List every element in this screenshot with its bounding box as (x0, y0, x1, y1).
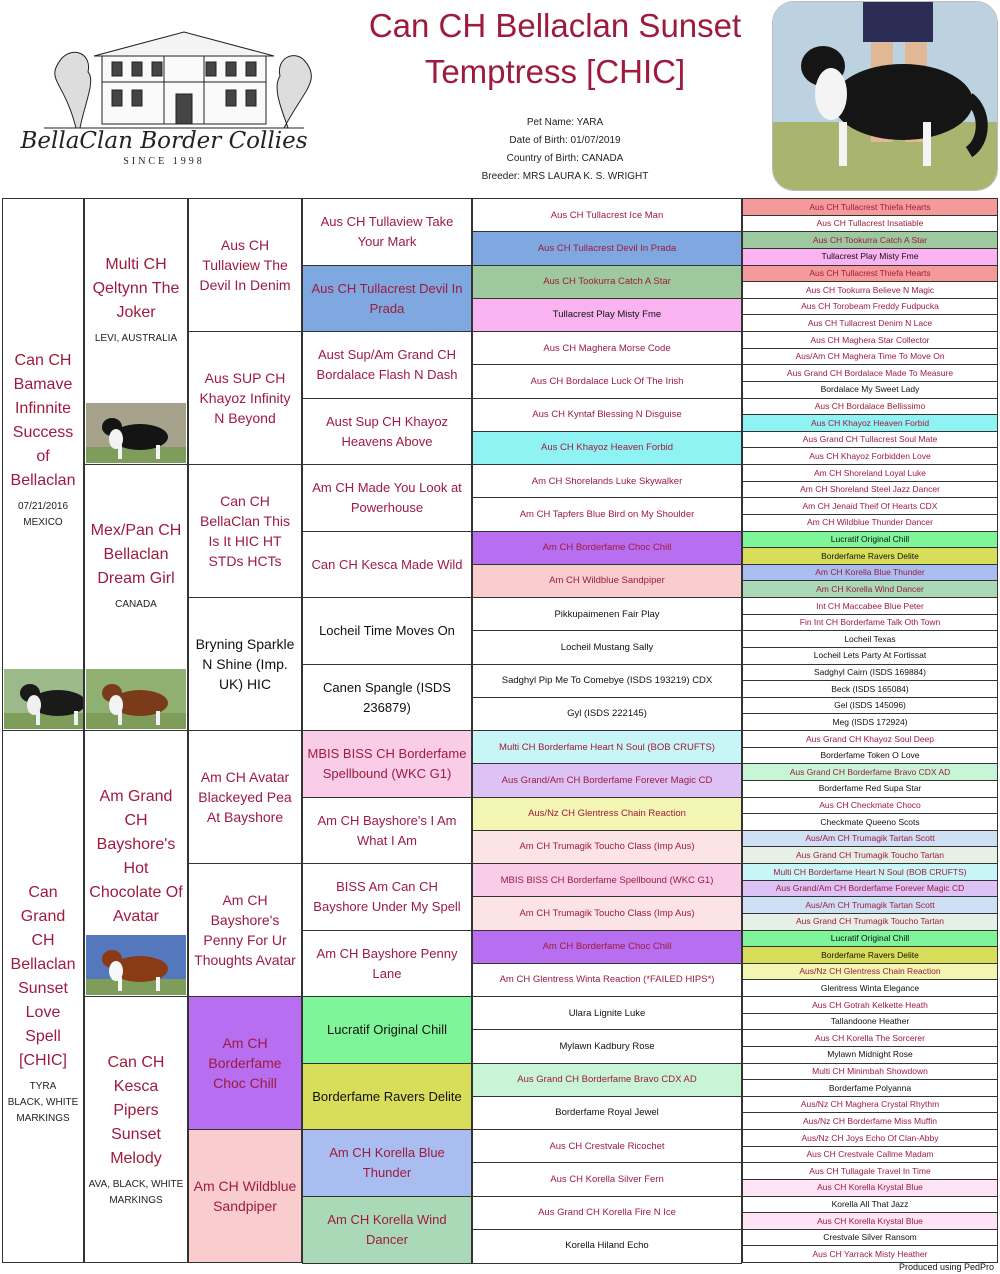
ancestor-name: MBIS BISS CH Borderfame Spellbound (WKC G1) (500, 874, 714, 886)
g4-ancestor-cell (302, 664, 472, 732)
g6-ancestor-cell (742, 1063, 998, 1081)
g6-ancestor-cell (742, 680, 998, 698)
ancestor-name: Am CH Borderfame Choc Chill (542, 542, 672, 553)
bellaclan-logo (4, 10, 324, 170)
g6-ancestor-cell (742, 447, 998, 465)
g5-ancestor-cell (472, 298, 742, 333)
g5-ancestor-cell (472, 630, 742, 665)
ancestor-name: Aus CH Yarrack Misty Heather (812, 1248, 928, 1259)
produced-by-footer: Produced using PedPro (898, 1262, 994, 1272)
ancestor-name: Aus Grand CH Trumagik Toucho Tartan (795, 849, 945, 860)
g6-ancestor-cell (742, 996, 998, 1014)
g6-ancestor-cell (742, 713, 998, 731)
g6-ancestor-cell (742, 1146, 998, 1164)
ancestor-name: Can CH Bamave Infinnite Success of Bellaclan (10, 352, 76, 489)
ancestor-name: BISS Am Can CH Bayshore Under My Spell (313, 879, 461, 914)
ancestor-name: Aus/Am CH Maghera Time To Move On (795, 351, 945, 362)
logo-since: SINCE 1998 (123, 156, 205, 167)
ancestor-name: Aus CH Tullacrest Devil In Prada (537, 242, 677, 254)
tricolor-border-collie-photo (4, 669, 84, 729)
ancestor-name: Lucratif Original Chill (830, 534, 910, 544)
date-of-birth: Date of Birth: 01/07/2019 (509, 135, 621, 146)
pedigree-chart (0, 198, 1000, 1262)
g6-ancestor-cell (742, 597, 998, 615)
ancestor-name: Borderfame Royal Jewel (555, 1107, 659, 1119)
ancestor-name: Aus CH Khayoz Heaven Forbid (540, 442, 673, 454)
ancestor-name: Aus Grand CH Tullacrest Soul Mate (802, 434, 938, 445)
ancestor-name: Am CH Glentress Winta Reaction (*FAILED HIPS*) (499, 974, 715, 986)
ancestor-name: Borderfame Ravers Delite (312, 1088, 462, 1104)
g6-ancestor-cell (742, 1162, 998, 1180)
ancestor-name: Korella Hiland Echo (565, 1240, 649, 1252)
ancestor-name: Am CH Bayshore's I Am What I Am (317, 812, 457, 848)
ancestor-name: Fin Int CH Borderfame Talk Oth Town (799, 617, 941, 628)
g6-ancestor-cell (742, 896, 998, 914)
ancestor-name: Tallandoone Heather (830, 1016, 910, 1027)
g6-ancestor-cell (742, 813, 998, 831)
ancestor-name: Aus CH Korella The Sorcerer (815, 1032, 925, 1043)
black-white-collie-photo (86, 403, 186, 463)
ancestor-detail-line: LEVI, AUSTRALIA (94, 333, 178, 344)
g6-ancestor-cell (742, 1196, 998, 1214)
ancestor-name: Am CH Shoreland Loyal Luke (814, 467, 926, 478)
ancestor-name: Am CH Korella Blue Thunder (329, 1145, 445, 1180)
g6-ancestor-cell (742, 697, 998, 715)
g6-ancestor-cell (742, 1096, 998, 1114)
g6-ancestor-cell (742, 1229, 998, 1247)
g4-ancestor-cell (302, 1129, 472, 1197)
pet-name: Pet Name: YARA (526, 117, 604, 128)
ancestor-name: Aus SUP CH Khayoz Infinity N Beyond (199, 370, 291, 426)
g5-ancestor-cell (472, 1229, 742, 1264)
title-line-2: Temptress [CHIC] (424, 53, 686, 90)
g6-ancestor-cell (742, 564, 998, 582)
g5-ancestor-cell (472, 664, 742, 699)
ancestor-name: Am Grand CH Bayshore's Hot Chocolate Of Avatar (89, 788, 183, 925)
g6-ancestor-cell (742, 880, 998, 898)
ancestor-name: Aus CH Bordalace Bellissimo (814, 401, 926, 411)
ancestor-details (92, 331, 180, 347)
ancestor-name: Aus CH Tookurra Catch A Star (812, 234, 928, 245)
g5-ancestor-cell (472, 531, 742, 566)
ancestor-details (15, 499, 71, 531)
g3-ancestor-cell (188, 198, 302, 332)
g4-ancestor-cell (302, 730, 472, 798)
g6-ancestor-cell (742, 1013, 998, 1031)
ancestor-detail-line: MARKINGS (109, 1195, 163, 1206)
ancestor-name: Can Grand CH Bellaclan Sunset Love Spell [CHIC] (10, 884, 76, 1069)
ancestor-detail-line: 07/21/2016 (17, 501, 69, 512)
ancestor-name: Aus Grand CH Trumagik Toucho Tartan (795, 916, 945, 927)
ancestor-name: Aus CH Gotrah Kelkette Heath (812, 999, 928, 1010)
ancestor-name: Aus CH Kyntaf Blessing N Disguise (532, 409, 682, 420)
ancestor-name: Aus CH Tullaview The Devil In Denim (199, 237, 291, 293)
g6-ancestor-cell (742, 913, 998, 931)
ancestor-name: Aus CH Korella Krystal Blue (817, 1182, 923, 1193)
ancestor-name: Aust Sup CH Khayoz Heavens Above (325, 413, 449, 449)
ancestor-name: Sadghyl Cairn (ISDS 169884) (814, 667, 926, 677)
g6-ancestor-cell (742, 580, 998, 598)
g5-ancestor-cell (472, 830, 742, 865)
ancestor-details (112, 597, 160, 613)
g5-ancestor-cell (472, 198, 742, 233)
ancestor-name: Am CH Korella Wind Dancer (816, 583, 924, 594)
g6-ancestor-cell (742, 398, 998, 416)
ancestor-name: Aus/Nz CH Glentress Chain Reaction (799, 966, 941, 977)
ancestor-name: Aus CH Tullagale Travel In Time (809, 1165, 931, 1176)
ancestor-name: Checkmate Queeno Scots (820, 816, 920, 827)
g6-ancestor-cell (742, 381, 998, 399)
g5-ancestor-cell (472, 697, 742, 732)
g5-ancestor-cell (472, 863, 742, 898)
g3-ancestor-cell (188, 331, 302, 465)
ancestor-name: Aus CH Crestvale Callme Madam (806, 1149, 934, 1160)
g5-ancestor-cell (472, 1063, 742, 1098)
page-header (0, 0, 1000, 198)
g6-ancestor-cell (742, 763, 998, 781)
ancestor-name: Aus Grand/Am CH Borderfame Forever Magic CD (501, 774, 713, 786)
g5-ancestor-cell (472, 963, 742, 998)
g6-ancestor-cell (742, 248, 998, 266)
ancestor-name: Aus/Nz CH Borderfame Miss Muffin (803, 1115, 937, 1126)
ancestor-name: Borderfame Polyanna (828, 1082, 912, 1093)
ancestor-name: Aus CH Crestvale Ricochet (549, 1140, 665, 1152)
ancestor-name: Am CH Bayshore's Penny For Ur Thoughts Avatar (194, 892, 296, 968)
g4-ancestor-cell (302, 464, 472, 532)
g3-ancestor-cell (188, 597, 302, 731)
g5-ancestor-cell (472, 1129, 742, 1164)
g3-ancestor-cell (188, 730, 302, 864)
ancestor-name: Mylawn Kadbury Rose (559, 1040, 655, 1052)
ancestor-name: Am CH Trumagik Toucho Class (Imp Aus) (519, 907, 695, 919)
g6-ancestor-cell (742, 348, 998, 366)
ancestor-name: Int CH Maccabee Blue Peter (816, 600, 924, 611)
g2-ancestor-cell (84, 730, 188, 997)
ancestor-name: Am CH Made You Look at Powerhouse (312, 480, 462, 515)
g5-ancestor-cell (472, 497, 742, 532)
g4-ancestor-cell (302, 531, 472, 599)
ancestor-name: Aus/Nz CH Maghera Crystal Rhythm (800, 1099, 940, 1110)
g4-ancestor-cell (302, 996, 472, 1064)
g5-ancestor-cell (472, 797, 742, 832)
ancestor-name: Aus/Nz CH Glentress Chain Reaction (528, 808, 686, 819)
ancestor-name: Lucratif Original Chill (327, 1022, 447, 1037)
dog-info (380, 114, 750, 186)
g6-ancestor-cell (742, 531, 998, 549)
g6-ancestor-cell (742, 481, 998, 499)
ancestor-name: Pikkupaimenen Fair Play (554, 608, 660, 620)
ancestor-detail-line: MEXICO (23, 517, 63, 528)
ancestor-name: Aus CH Tullacrest Thiefa Hearts (809, 201, 931, 212)
ancestor-details (5, 1079, 82, 1127)
g6-ancestor-cell (742, 979, 998, 997)
g6-ancestor-cell (742, 1129, 998, 1147)
dog-main-photo (772, 1, 998, 191)
ancestor-name: MBIS BISS CH Borderfame Spellbound (WKC G1) (307, 746, 467, 781)
ancestor-name: Aus CH Maghera Star Collector (810, 334, 930, 345)
g5-ancestor-cell (472, 730, 742, 765)
ancestor-name: Aus CH Checkmate Choco (819, 800, 921, 810)
g3-ancestor-cell (188, 1129, 302, 1263)
ancestor-name: Tullacrest Play Misty Fme (552, 309, 662, 321)
ancestor-name: Aus CH Tullacrest Ice Man (550, 209, 664, 221)
g6-ancestor-cell (742, 431, 998, 449)
g5-ancestor-cell (472, 1196, 742, 1231)
g4-ancestor-cell (302, 265, 472, 333)
ancestor-name: Am CH Wildblue Sandpiper (549, 575, 665, 587)
ancestor-name: Beck (ISDS 165084) (831, 683, 909, 694)
ancestor-name: Multi CH Qeltynn The Joker (92, 256, 180, 321)
g4-ancestor-cell (302, 797, 472, 865)
g2-ancestor-cell (84, 996, 188, 1263)
ancestor-name: Aus Grand CH Khayoz Soul Deep (805, 733, 935, 744)
ancestor-name: Aus CH Khayoz Forbidden Love (809, 450, 931, 461)
g6-ancestor-cell (742, 547, 998, 565)
g6-ancestor-cell (742, 963, 998, 981)
ancestor-name: Aus CH Tookurra Believe N Magic (805, 284, 935, 295)
g4-ancestor-cell (302, 1196, 472, 1264)
red-merle-collie-photo (86, 669, 186, 729)
g5-ancestor-cell (472, 331, 742, 366)
ancestor-name: Multi CH Borderfame Heart N Soul (BOB CRUFTS) (499, 741, 715, 753)
ancestor-name: Tullacrest Play Misty Fme (821, 251, 919, 262)
ancestor-name: Am CH Bayshore Penny Lane (316, 945, 458, 981)
ancestor-name: Aus CH Korella Silver Fern (550, 1173, 664, 1185)
g5-ancestor-cell (472, 464, 742, 499)
g6-ancestor-cell (742, 730, 998, 748)
ancestor-name: Meg (ISDS 172924) (832, 716, 908, 727)
title-line-1: Can CH Bellaclan Sunset (368, 7, 742, 44)
ancestor-detail-line: MARKINGS (16, 1113, 70, 1124)
ancestor-name: Sadghyl Pip Me To Comebye (ISDS 193219) CDX (501, 675, 713, 686)
ancestor-name: Am CH Borderfame Choc Chill (208, 1035, 282, 1091)
g6-ancestor-cell (742, 281, 998, 299)
ancestor-name: Gyl (ISDS 222145) (567, 708, 647, 720)
g6-ancestor-cell (742, 1179, 998, 1197)
ancestor-name: Glentress Winta Elegance (820, 982, 920, 993)
ancestor-name: Multi CH Borderfame Heart N Soul (BOB CRUFTS) (773, 866, 967, 877)
ancestor-name: Am CH Wildblue Thunder Dancer (807, 517, 933, 528)
g6-ancestor-cell (742, 298, 998, 316)
page-title (330, 4, 780, 94)
ancestor-name: Borderfame Ravers Delite (821, 949, 919, 960)
g5-ancestor-cell (472, 896, 742, 931)
g3-ancestor-cell (188, 996, 302, 1130)
g6-ancestor-cell (742, 497, 998, 515)
ancestor-name: Korella All That Jazz (831, 1199, 909, 1209)
ancestor-name: Bordalace My Sweet Lady (820, 384, 920, 395)
ancestor-name: Aus/Nz CH Joys Echo Of Clan-Abby (801, 1132, 939, 1143)
ancestor-name: Aus CH Khayoz Heaven Forbid (810, 417, 930, 428)
ancestor-name: Mylawn Midnight Rose (827, 1049, 913, 1060)
ancestor-name: Aus CH Tookurra Catch A Star (543, 276, 671, 287)
ancestor-name: Aus CH Tullacrest Denim N Lace (807, 317, 933, 328)
ancestor-name: Locheil Time Moves On (319, 623, 455, 638)
g6-ancestor-cell (742, 664, 998, 682)
g3-ancestor-cell (188, 863, 302, 997)
g5-ancestor-cell (472, 1162, 742, 1197)
g6-ancestor-cell (742, 1245, 998, 1263)
ancestor-name: Am CH Trumagik Toucho Class (Imp Aus) (519, 841, 695, 853)
ancestor-name: Aus Grand CH Bordalace Made To Measure (786, 367, 954, 378)
ancestor-name: Locheil Lets Party At Fortissat (813, 650, 927, 661)
ancestor-name: Am CH Korella Wind Dancer (327, 1211, 447, 1247)
ancestor-detail-line: AVA, BLACK, WHITE (88, 1179, 184, 1190)
g4-ancestor-cell (302, 863, 472, 931)
ancestor-name: Aus CH Tullacrest Devil In Prada (311, 280, 463, 316)
g1-ancestor-cell (2, 198, 84, 731)
ancestor-name: Bryning Sparkle N Shine (Imp. UK) HIC (195, 636, 295, 692)
g6-ancestor-cell (742, 946, 998, 964)
g6-ancestor-cell (742, 1079, 998, 1097)
g5-ancestor-cell (472, 930, 742, 965)
g6-ancestor-cell (742, 1029, 998, 1047)
ancestor-name: Multi CH Minimbah Showdown (812, 1066, 928, 1076)
ancestor-name: Am CH Shoreland Steel Jazz Dancer (800, 484, 940, 495)
g5-ancestor-cell (472, 364, 742, 399)
ancestor-name: Aust Sup/Am Grand CH Bordalace Flash N Dash (316, 347, 458, 382)
ancestor-name: Aus Grand CH Borderfame Bravo CDX AD (789, 766, 951, 777)
g6-ancestor-cell (742, 1112, 998, 1130)
ancestor-detail-line: TYRA (29, 1081, 57, 1092)
g6-ancestor-cell (742, 364, 998, 382)
g5-ancestor-cell (472, 564, 742, 599)
logo-wordmark: BellaClan Border Collies (20, 128, 308, 154)
ancestor-name: Locheil Texas (844, 633, 896, 644)
g5-ancestor-cell (472, 398, 742, 433)
g6-ancestor-cell (742, 630, 998, 648)
g6-ancestor-cell (742, 747, 998, 765)
ancestor-name: Am CH Korella Blue Thunder (815, 567, 925, 578)
g5-ancestor-cell (472, 231, 742, 266)
g6-ancestor-cell (742, 464, 998, 482)
g6-ancestor-cell (742, 614, 998, 632)
g6-ancestor-cell (742, 215, 998, 233)
g6-ancestor-cell (742, 198, 998, 216)
g5-ancestor-cell (472, 996, 742, 1031)
ancestor-name: Am CH Avatar Blackeyed Pea At Bayshore (198, 769, 292, 825)
g6-ancestor-cell (742, 830, 998, 848)
ancestor-name: Aus CH Bordalace Luck Of The Irish (530, 375, 684, 387)
g4-ancestor-cell (302, 198, 472, 266)
country-of-birth: Country of Birth: CANADA (506, 153, 624, 164)
ancestor-name: Can CH Kesca Pipers Sunset Melody (107, 1054, 165, 1167)
ancestor-name: Aus Grand CH Korella Fire N Ice (538, 1207, 676, 1218)
g5-ancestor-cell (472, 431, 742, 466)
ancestor-name: Am CH Borderfame Choc Chill (542, 941, 672, 952)
ancestor-name: Lucratif Original Chill (830, 933, 910, 943)
g6-ancestor-cell (742, 265, 998, 283)
g5-ancestor-cell (472, 1096, 742, 1131)
ancestor-name: Aus Grand CH Borderfame Bravo CDX AD (517, 1074, 697, 1085)
g6-ancestor-cell (742, 647, 998, 665)
ancestor-name: Borderfame Ravers Delite (821, 550, 919, 561)
ancestor-name: Am CH Tapfers Blue Bird on My Shoulder (519, 508, 695, 520)
g6-ancestor-cell (742, 797, 998, 815)
g2-ancestor-cell (84, 464, 188, 731)
g6-ancestor-cell (742, 780, 998, 798)
ancestor-name: Aus CH Tullacrest Insatiable (816, 218, 924, 229)
g5-ancestor-cell (472, 265, 742, 300)
g4-ancestor-cell (302, 331, 472, 399)
g5-ancestor-cell (472, 597, 742, 632)
ancestor-name: Can CH Kesca Made Wild (311, 556, 463, 572)
ancestor-name: Borderfame Red Supa Star (818, 783, 922, 794)
ancestor-name: Aus CH Korella Krystal Blue (817, 1215, 923, 1226)
ancestor-name: Aus CH Tullacrest Thiefa Hearts (809, 268, 931, 278)
ancestor-name: Mex/Pan CH Bellaclan Dream Girl (90, 522, 182, 587)
g6-ancestor-cell (742, 314, 998, 332)
ancestor-detail-line: BLACK, WHITE (7, 1097, 79, 1108)
ancestor-name: Aus CH Torobeam Freddy Fudpucka (801, 301, 939, 312)
g6-ancestor-cell (742, 1046, 998, 1064)
ancestor-name: Can CH BellaClan This Is It HIC HT STDs HCTs (199, 493, 290, 569)
g1-ancestor-cell (2, 730, 84, 1263)
g6-ancestor-cell (742, 331, 998, 349)
g2-ancestor-cell (84, 198, 188, 465)
g6-ancestor-cell (742, 863, 998, 881)
g6-ancestor-cell (742, 414, 998, 432)
g5-ancestor-cell (472, 1029, 742, 1064)
g6-ancestor-cell (742, 846, 998, 864)
g5-ancestor-cell (472, 763, 742, 798)
breeder: Breeder: MRS LAURA K. S. WRIGHT (481, 171, 649, 182)
ancestor-name: Locheil Mustang Sally (560, 641, 654, 653)
ancestor-name: Aus/Am CH Trumagik Tartan Scott (805, 899, 935, 910)
ancestor-name: Crestvale Silver Ransom (823, 1232, 917, 1243)
g4-ancestor-cell (302, 398, 472, 466)
ancestor-name: Aus CH Tullaview Take Your Mark (320, 214, 454, 249)
ancestor-name: Ulara Lignite Luke (568, 1007, 646, 1019)
ancestor-name: Aus/Am CH Trumagik Tartan Scott (805, 833, 935, 844)
ancestor-name: Am CH Jenaid Theif Of Hearts CDX (802, 500, 938, 511)
ancestor-name: Aus CH Maghera Morse Code (543, 342, 671, 354)
ancestor-name: Am CH Wildblue Sandpiper (193, 1178, 297, 1214)
ancestor-name: Aus Grand/Am CH Borderfame Forever Magic CD (775, 883, 965, 894)
ancestor-detail-line: CANADA (115, 599, 157, 610)
g6-ancestor-cell (742, 930, 998, 948)
ancestor-name: Gel (ISDS 145096) (834, 700, 906, 711)
g6-ancestor-cell (742, 231, 998, 249)
g6-ancestor-cell (742, 1212, 998, 1230)
ancestor-details (86, 1177, 187, 1209)
ancestor-name: Borderfame Token O Love (820, 750, 920, 761)
red-collie-photo (86, 935, 186, 995)
g4-ancestor-cell (302, 930, 472, 998)
g3-ancestor-cell (188, 464, 302, 598)
ancestor-name: Canen Spangle (ISDS 236879) (323, 679, 451, 715)
g4-ancestor-cell (302, 1063, 472, 1131)
g4-ancestor-cell (302, 597, 472, 665)
g6-ancestor-cell (742, 514, 998, 532)
ancestor-name: Am CH Shorelands Luke Skywalker (531, 475, 683, 487)
